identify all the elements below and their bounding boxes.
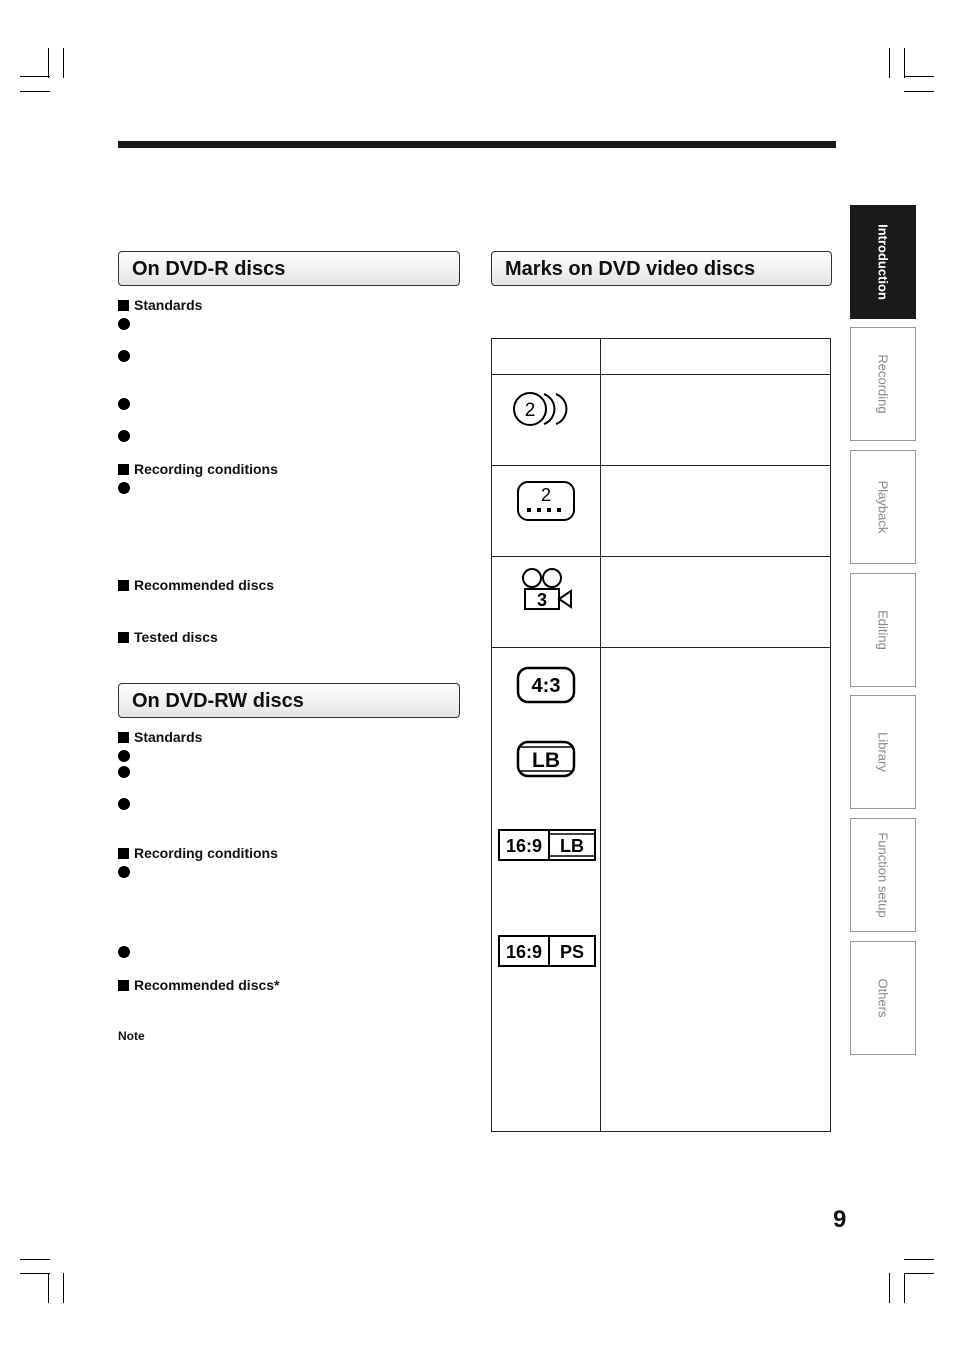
page-number: 9 [833, 1206, 847, 1233]
square-bullet-icon [118, 848, 129, 859]
crop-mark [889, 48, 890, 78]
tab-label: Library [875, 732, 891, 772]
crop-mark [20, 91, 50, 92]
crop-mark [48, 48, 49, 78]
crop-mark [63, 1273, 64, 1303]
marks-table [491, 338, 831, 1132]
audio-tracks-icon [510, 390, 582, 428]
subheading-standards: Standards [118, 297, 202, 313]
bullet-icon [118, 482, 130, 494]
crop-mark [63, 48, 64, 78]
widescreen-letterbox-icon [498, 829, 596, 861]
crop-mark [20, 1273, 50, 1274]
bullet-icon [118, 766, 130, 778]
angles-count: 3 [536, 590, 548, 610]
widescreen-text: 16:9 [505, 942, 543, 962]
audio-tracks-count: 2 [524, 400, 536, 421]
section-title: On DVD-R discs [132, 258, 286, 280]
square-bullet-icon [118, 980, 129, 991]
section-heading-marks [491, 251, 832, 286]
bullet-icon [118, 350, 130, 362]
camera-angles-icon [520, 567, 576, 613]
subheading-recording-conditions: Recording conditions [118, 461, 278, 477]
tab-label: Recording [875, 354, 891, 414]
note-label: Note [118, 1029, 145, 1043]
widescreen-text: 16:9 [505, 836, 543, 856]
table-row-divider [491, 374, 831, 375]
bullet-icon [118, 430, 130, 442]
bullet-icon [118, 318, 130, 330]
tab-playback[interactable] [850, 450, 916, 564]
tab-function-setup[interactable] [850, 818, 916, 932]
crop-mark [904, 1259, 934, 1260]
subheading-recording-conditions: Recording conditions [118, 845, 278, 861]
section-title: Marks on DVD video discs [505, 258, 756, 280]
crop-mark [904, 76, 934, 77]
square-bullet-icon [118, 632, 129, 643]
aspect-4-3-icon [516, 666, 576, 704]
crop-mark [904, 1273, 934, 1274]
table-row-divider [491, 647, 831, 648]
letterbox-text: LB [560, 836, 584, 856]
section-title: On DVD-RW discs [132, 690, 304, 712]
tab-label: Playback [875, 480, 891, 534]
crop-mark [904, 1273, 905, 1303]
bullet-icon [118, 398, 130, 410]
tab-others[interactable] [850, 941, 916, 1055]
section-heading-dvdrw [118, 683, 460, 718]
tab-editing[interactable] [850, 573, 916, 687]
subheading-tested-discs: Tested discs [118, 629, 218, 645]
crop-mark [20, 1259, 50, 1260]
bullet-icon [118, 946, 130, 958]
crop-mark [904, 48, 905, 78]
subheading-standards: Standards [118, 729, 202, 745]
panscan-text: PS [559, 942, 585, 962]
crop-mark [904, 91, 934, 92]
tab-label: Editing [875, 610, 891, 650]
section-heading-dvdr [118, 251, 460, 286]
square-bullet-icon [118, 580, 129, 591]
square-bullet-icon [118, 732, 129, 743]
subtitles-icon [516, 480, 576, 522]
tab-introduction[interactable] [850, 205, 916, 319]
square-bullet-icon [118, 300, 129, 311]
crop-mark [889, 1273, 890, 1303]
table-column-divider [600, 338, 601, 1132]
letterbox-text: LB [532, 749, 560, 772]
header-rule [118, 141, 836, 148]
subtitles-count: 2 [540, 485, 552, 505]
crop-mark [48, 1273, 49, 1303]
bullet-icon [118, 798, 130, 810]
letterbox-icon [516, 740, 576, 778]
crop-mark [20, 76, 50, 77]
aspect-ratio-text: 4:3 [531, 675, 561, 697]
widescreen-panscan-icon [498, 935, 596, 967]
table-row-divider [491, 465, 831, 466]
square-bullet-icon [118, 464, 129, 475]
tab-recording[interactable] [850, 327, 916, 441]
bullet-icon [118, 866, 130, 878]
table-row-divider [491, 556, 831, 557]
tab-label: Function setup [875, 832, 891, 918]
tab-library[interactable] [850, 695, 916, 809]
subheading-recommended-discs: Recommended discs [118, 577, 274, 593]
tab-label: Others [875, 978, 891, 1018]
subheading-recommended-discs: Recommended discs* [118, 977, 280, 993]
tab-label: Introduction [875, 224, 891, 300]
bullet-icon [118, 750, 130, 762]
